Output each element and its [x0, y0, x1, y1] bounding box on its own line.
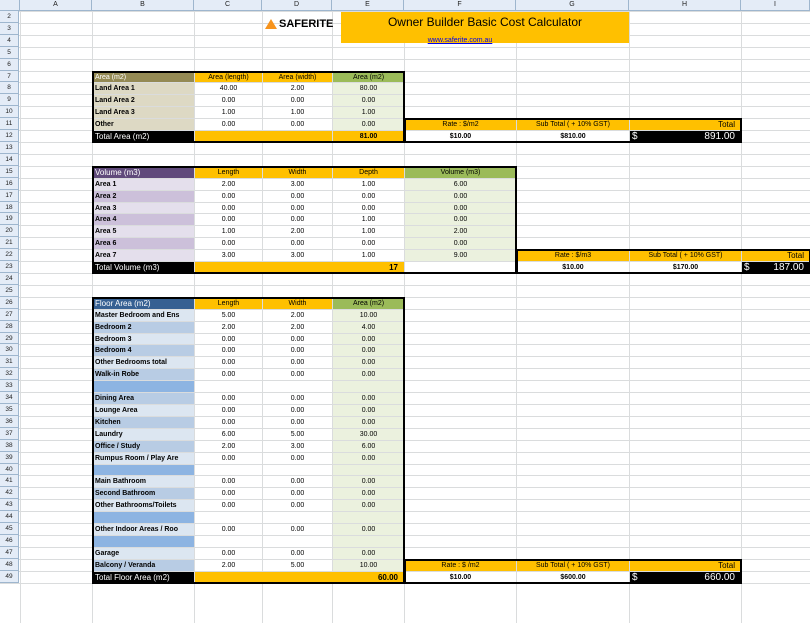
row-header[interactable]: 17 [0, 190, 19, 202]
volume-length-input[interactable]: 0.00 [221, 204, 236, 212]
row-header[interactable]: 34 [0, 392, 19, 404]
area-grand-label: Total [630, 119, 741, 130]
floor-width-input[interactable]: 0.00 [290, 371, 305, 379]
row-header[interactable]: 44 [0, 511, 19, 523]
floor-row-label: Office / Study [93, 441, 194, 452]
floor-width-input[interactable]: 0.00 [290, 454, 305, 462]
row-header[interactable]: 20 [0, 225, 19, 237]
area-value: 80.00 [333, 83, 404, 94]
floor-width-input[interactable]: 0.00 [290, 418, 305, 426]
area-col-width: Area (width) [263, 72, 332, 83]
floor-row-label: Garage [93, 548, 194, 559]
floor-row-label: Rumpus Room / Play Are [93, 453, 194, 464]
floor-row-label [93, 536, 194, 547]
volume-value: 0.00 [405, 238, 516, 249]
row-header[interactable]: 27 [0, 309, 19, 321]
row-header[interactable]: 15 [0, 166, 19, 178]
row-header[interactable]: 33 [0, 380, 19, 392]
volume-width-input[interactable]: 0.00 [290, 192, 305, 200]
area-table-title: Area (m2) [93, 72, 194, 83]
floor-total-label: Total Floor Area (m2) [93, 572, 194, 583]
area-rate-input[interactable]: $10.00 [449, 133, 472, 141]
floor-area-value: 0.00 [333, 453, 404, 464]
floor-row-label [93, 381, 194, 392]
row-header[interactable]: 38 [0, 440, 19, 452]
floor-area-value: 0.00 [333, 369, 404, 380]
row-header[interactable]: 3 [0, 23, 19, 35]
area-col-area: Area (m2) [333, 72, 404, 83]
floor-row-label: Walk-in Robe [93, 369, 194, 380]
row-header[interactable]: 47 [0, 547, 19, 559]
row-header[interactable]: 6 [0, 59, 19, 71]
area-row-label: Other [93, 119, 194, 130]
volume-grand-label: Total [742, 250, 810, 261]
row-header[interactable]: 21 [0, 237, 19, 249]
logo-mark-icon [265, 19, 277, 29]
floor-area-value: 6.00 [333, 441, 404, 452]
column-header[interactable]: D [262, 0, 332, 11]
floor-width-input[interactable] [263, 465, 332, 476]
floor-area-value [333, 381, 404, 392]
floor-length-input[interactable] [195, 536, 262, 547]
floor-width-input[interactable]: 0.00 [290, 549, 305, 557]
floor-area-value: 0.00 [333, 345, 404, 356]
floor-length-input[interactable]: 0.00 [221, 490, 236, 498]
floor-width-input[interactable]: 0.00 [290, 395, 305, 403]
floor-row-label [93, 465, 194, 476]
row-header[interactable]: 13 [0, 142, 19, 154]
row-header[interactable]: 41 [0, 475, 19, 487]
row-header[interactable]: 16 [0, 178, 19, 190]
floor-width-input[interactable]: 0.00 [290, 478, 305, 486]
row-header[interactable]: 29 [0, 333, 19, 345]
row-header[interactable]: 9 [0, 94, 19, 106]
floor-width-input[interactable]: 0.00 [290, 406, 305, 414]
floor-width-input[interactable]: 5.00 [290, 561, 305, 569]
floor-length-input[interactable] [195, 465, 262, 476]
volume-depth-input[interactable]: 1.00 [361, 180, 376, 188]
floor-width-input[interactable] [263, 381, 332, 392]
volume-value: 0.00 [405, 203, 516, 214]
gridline-h [0, 285, 810, 286]
floor-row-label: Dining Area [93, 393, 194, 404]
area-length-input[interactable]: 0.00 [221, 121, 236, 129]
volume-length-input[interactable]: 0.00 [221, 240, 236, 248]
floor-width-input[interactable]: 5.00 [290, 430, 305, 438]
volume-table-title: Volume (m3) [93, 167, 194, 178]
volume-currency: $ [742, 262, 810, 273]
floor-area-value: 0.00 [333, 524, 404, 535]
floor-area-value: 0.00 [333, 405, 404, 416]
volume-col-width: Width [263, 167, 332, 178]
floor-length-input[interactable]: 0.00 [221, 347, 236, 355]
floor-area-value: 0.00 [333, 500, 404, 511]
row-header[interactable]: 39 [0, 452, 19, 464]
floor-col-width: Width [263, 298, 332, 309]
area-width-input[interactable]: 1.00 [290, 109, 305, 117]
area-rate-label: Rate : $/m2 [405, 119, 516, 130]
volume-depth-input[interactable]: 1.00 [361, 228, 376, 236]
floor-col-length: Length [195, 298, 262, 309]
row-header[interactable]: 19 [0, 213, 19, 225]
floor-table-title: Floor Area (m2) [93, 298, 194, 309]
floor-row-label: Main Bathroom [93, 476, 194, 487]
volume-length-input[interactable]: 0.00 [221, 216, 236, 224]
floor-width-input[interactable]: 0.00 [290, 347, 305, 355]
floor-area-value: 0.00 [333, 417, 404, 428]
floor-area-value: 10.00 [333, 560, 404, 571]
row-header[interactable]: 36 [0, 416, 19, 428]
floor-length-input[interactable]: 6.00 [221, 430, 236, 438]
floor-length-input[interactable]: 0.00 [221, 335, 236, 343]
volume-length-input[interactable]: 2.00 [221, 180, 236, 188]
floor-length-input[interactable]: 0.00 [221, 371, 236, 379]
volume-value: 9.00 [405, 250, 516, 261]
area-total-label: Total Area (m2) [93, 131, 194, 142]
area-length-input[interactable]: 1.00 [221, 109, 236, 117]
volume-value: 0.00 [405, 191, 516, 202]
area-value: 0.00 [333, 119, 404, 130]
volume-rate-input[interactable]: $10.00 [562, 264, 584, 272]
floor-row-label: Bedroom 4 [93, 345, 194, 356]
volume-depth-input[interactable]: 0.00 [361, 240, 376, 248]
row-header[interactable]: 24 [0, 273, 19, 285]
floor-length-input[interactable]: 0.00 [221, 418, 236, 426]
row-header[interactable]: 7 [0, 71, 19, 83]
area-row-label: Land Area 1 [93, 83, 194, 94]
row-header[interactable]: 48 [0, 559, 19, 571]
volume-col-depth: Depth [333, 167, 404, 178]
volume-row-label: Area 5 [93, 226, 194, 237]
floor-subtotal-label: Sub Total ( + 10% GST) [517, 560, 629, 571]
row-header[interactable]: 30 [0, 344, 19, 356]
area-value: 1.00 [333, 107, 404, 118]
row-header[interactable]: 43 [0, 499, 19, 511]
column-header[interactable]: F [404, 0, 516, 11]
volume-row-label: Area 2 [93, 191, 194, 202]
floor-width-input[interactable] [263, 512, 332, 523]
volume-value: 6.00 [405, 179, 516, 190]
floor-area-value: 0.00 [333, 334, 404, 345]
volume-depth-input[interactable]: 0.00 [361, 192, 376, 200]
row-header[interactable]: 32 [0, 368, 19, 380]
volume-subtotal-label: Sub Total ( + 10% GST) [630, 250, 741, 261]
volume-col-length: Length [195, 167, 262, 178]
volume-row-label: Area 7 [93, 250, 194, 261]
volume-value: 2.00 [405, 226, 516, 237]
website-link[interactable]: www.saferite.com.au [427, 37, 493, 45]
row-header[interactable]: 22 [0, 249, 19, 261]
column-header[interactable]: C [194, 0, 262, 11]
floor-area-value [333, 465, 404, 476]
area-length-input[interactable]: 40.00 [219, 85, 238, 93]
volume-width-input[interactable]: 3.00 [290, 180, 305, 188]
floor-width-input[interactable]: 0.00 [290, 359, 305, 367]
area-row-label: Land Area 3 [93, 107, 194, 118]
row-header[interactable]: 45 [0, 523, 19, 535]
row-header[interactable]: 26 [0, 297, 19, 309]
area-length-input[interactable]: 0.00 [221, 97, 236, 105]
row-header[interactable]: 4 [0, 35, 19, 47]
floor-width-input[interactable]: 0.00 [290, 526, 305, 534]
volume-row-label: Area 3 [93, 203, 194, 214]
floor-row-label: Bedroom 2 [93, 322, 194, 333]
floor-width-input[interactable]: 2.00 [290, 323, 305, 331]
gridline-h [0, 47, 810, 48]
floor-grand-total: 660.00 [704, 571, 735, 583]
floor-currency: $ [630, 572, 741, 583]
floor-length-input[interactable]: 0.00 [221, 395, 236, 403]
area-total-fill [195, 131, 332, 142]
floor-row-label: Balcony / Veranda [93, 560, 194, 571]
floor-row-label: Lounge Area [93, 405, 194, 416]
volume-value: 0.00 [405, 214, 516, 225]
row-header[interactable]: 35 [0, 404, 19, 416]
floor-length-input[interactable]: 2.00 [221, 442, 236, 450]
floor-grand-label: Total [630, 560, 741, 571]
column-header[interactable]: H [629, 0, 741, 11]
row-header[interactable]: 31 [0, 356, 19, 368]
floor-area-value: 0.00 [333, 393, 404, 404]
floor-row-label [93, 512, 194, 523]
floor-area-value: 30.00 [333, 429, 404, 440]
floor-subtotal-value: $600.00 [560, 573, 586, 581]
volume-width-input[interactable]: 0.00 [290, 204, 305, 212]
floor-area-value: 10.00 [333, 310, 404, 321]
volume-length-input[interactable]: 3.00 [221, 252, 236, 260]
floor-length-input[interactable]: 5.00 [221, 311, 236, 319]
volume-total-label: Total Volume (m3) [93, 262, 194, 273]
floor-width-input[interactable]: 0.00 [290, 335, 305, 343]
floor-area-value [333, 536, 404, 547]
volume-length-input[interactable]: 1.00 [221, 228, 236, 236]
floor-length-input[interactable]: 0.00 [221, 406, 236, 414]
floor-row-label: Kitchen [93, 417, 194, 428]
area-width-input[interactable]: 2.00 [290, 85, 305, 93]
volume-subtotal-value: $170.00 [672, 264, 699, 272]
area-row-label: Land Area 2 [93, 95, 194, 106]
floor-area-value: 0.00 [333, 488, 404, 499]
gridline-h [0, 583, 810, 584]
row-header[interactable]: 10 [0, 106, 19, 118]
row-header[interactable]: 2 [0, 11, 19, 23]
row-header[interactable]: 23 [0, 261, 19, 273]
floor-length-input[interactable] [195, 381, 262, 392]
column-header[interactable]: B [92, 0, 194, 11]
floor-width-input[interactable]: 2.00 [290, 311, 305, 319]
row-header[interactable]: 5 [0, 47, 19, 59]
area-grand-total: 891.00 [704, 131, 735, 142]
gridline-h [0, 142, 810, 143]
volume-col-volume: Volume (m3) [405, 167, 516, 178]
saferite-logo [263, 12, 339, 36]
row-header[interactable]: 12 [0, 130, 19, 142]
floor-length-input[interactable]: 0.00 [221, 502, 236, 510]
floor-length-input[interactable] [195, 512, 262, 523]
area-value: 0.00 [333, 95, 404, 106]
row-header[interactable]: 18 [0, 202, 19, 214]
volume-grand-total: 187.00 [773, 262, 804, 274]
floor-total-value: 60.00 [333, 572, 404, 583]
column-header[interactable]: E [332, 0, 404, 11]
volume-depth-input[interactable]: 0.00 [361, 204, 376, 212]
floor-rate-input[interactable]: $10.00 [449, 573, 472, 581]
area-subtotal-label: Sub Total ( + 10% GST) [517, 119, 629, 130]
title-banner: Owner Builder Basic Cost Calculator [341, 12, 629, 43]
volume-depth-input[interactable]: 1.00 [361, 216, 376, 224]
floor-row-label: Other Bathrooms/Toilets [93, 500, 194, 511]
row-header[interactable]: 49 [0, 571, 19, 583]
row-header[interactable]: 42 [0, 487, 19, 499]
volume-rate-label: Rate : $/m3 [517, 250, 629, 261]
volume-row-label: Area 6 [93, 238, 194, 249]
logo-text: SAFERITE [279, 17, 334, 30]
area-subtotal-value: $810.00 [560, 133, 586, 141]
volume-width-input[interactable]: 0.00 [290, 216, 305, 224]
floor-width-input[interactable]: 0.00 [290, 490, 305, 498]
volume-row-label: Area 4 [93, 214, 194, 225]
floor-area-value: 4.00 [333, 322, 404, 333]
floor-area-value: 0.00 [333, 357, 404, 368]
row-header[interactable]: 40 [0, 464, 19, 476]
floor-row-label: Other Bedrooms total [93, 357, 194, 368]
volume-depth-input[interactable]: 1.00 [361, 252, 376, 260]
floor-length-input[interactable]: 0.00 [221, 549, 236, 557]
gridline-h [0, 154, 810, 155]
floor-length-input[interactable]: 2.00 [221, 561, 236, 569]
area-total-value: 81.00 [333, 131, 404, 142]
floor-row-label: Other Indoor Areas / Roo [93, 524, 194, 535]
floor-area-value: 0.00 [333, 476, 404, 487]
gridline-h [0, 273, 810, 274]
floor-width-input[interactable]: 3.00 [290, 442, 305, 450]
area-col-length: Area (length) [195, 72, 262, 83]
gridline-h [0, 59, 810, 60]
row-header[interactable]: 37 [0, 428, 19, 440]
row-header[interactable]: 28 [0, 321, 19, 333]
column-header[interactable]: A [20, 0, 92, 11]
row-header[interactable]: 8 [0, 82, 19, 94]
floor-length-input[interactable]: 0.00 [221, 359, 236, 367]
floor-row-label: Second Bathroom [93, 488, 194, 499]
floor-length-input[interactable]: 0.00 [221, 526, 236, 534]
volume-width-input[interactable]: 3.00 [290, 252, 305, 260]
area-width-input[interactable]: 0.00 [290, 121, 305, 129]
floor-width-input[interactable] [263, 536, 332, 547]
area-width-input[interactable]: 0.00 [290, 97, 305, 105]
volume-length-input[interactable]: 0.00 [221, 192, 236, 200]
row-header[interactable]: 14 [0, 154, 19, 166]
volume-width-input[interactable]: 0.00 [290, 240, 305, 248]
floor-row-label: Laundry [93, 429, 194, 440]
floor-rate-label: Rate : $ /m2 [405, 560, 516, 571]
floor-row-label: Master Bedroom and Ens [93, 310, 194, 321]
floor-length-input[interactable]: 2.00 [221, 323, 236, 331]
floor-area-value: 0.00 [333, 548, 404, 559]
row-header[interactable]: 46 [0, 535, 19, 547]
column-header[interactable]: G [516, 0, 629, 11]
column-header[interactable] [0, 0, 20, 11]
column-header[interactable]: I [741, 0, 810, 11]
row-header[interactable]: 11 [0, 118, 19, 130]
floor-row-label: Bedroom 3 [93, 334, 194, 345]
volume-width-input[interactable]: 2.00 [290, 228, 305, 236]
floor-length-input[interactable]: 0.00 [221, 478, 236, 486]
floor-col-area: Area (m2) [333, 298, 404, 309]
floor-area-value [333, 512, 404, 523]
volume-total-value: 17 [333, 262, 404, 273]
area-currency: $ [630, 131, 741, 142]
volume-row-label: Area 1 [93, 179, 194, 190]
floor-width-input[interactable]: 0.00 [290, 502, 305, 510]
row-header[interactable]: 25 [0, 285, 19, 297]
floor-length-input[interactable]: 0.00 [221, 454, 236, 462]
